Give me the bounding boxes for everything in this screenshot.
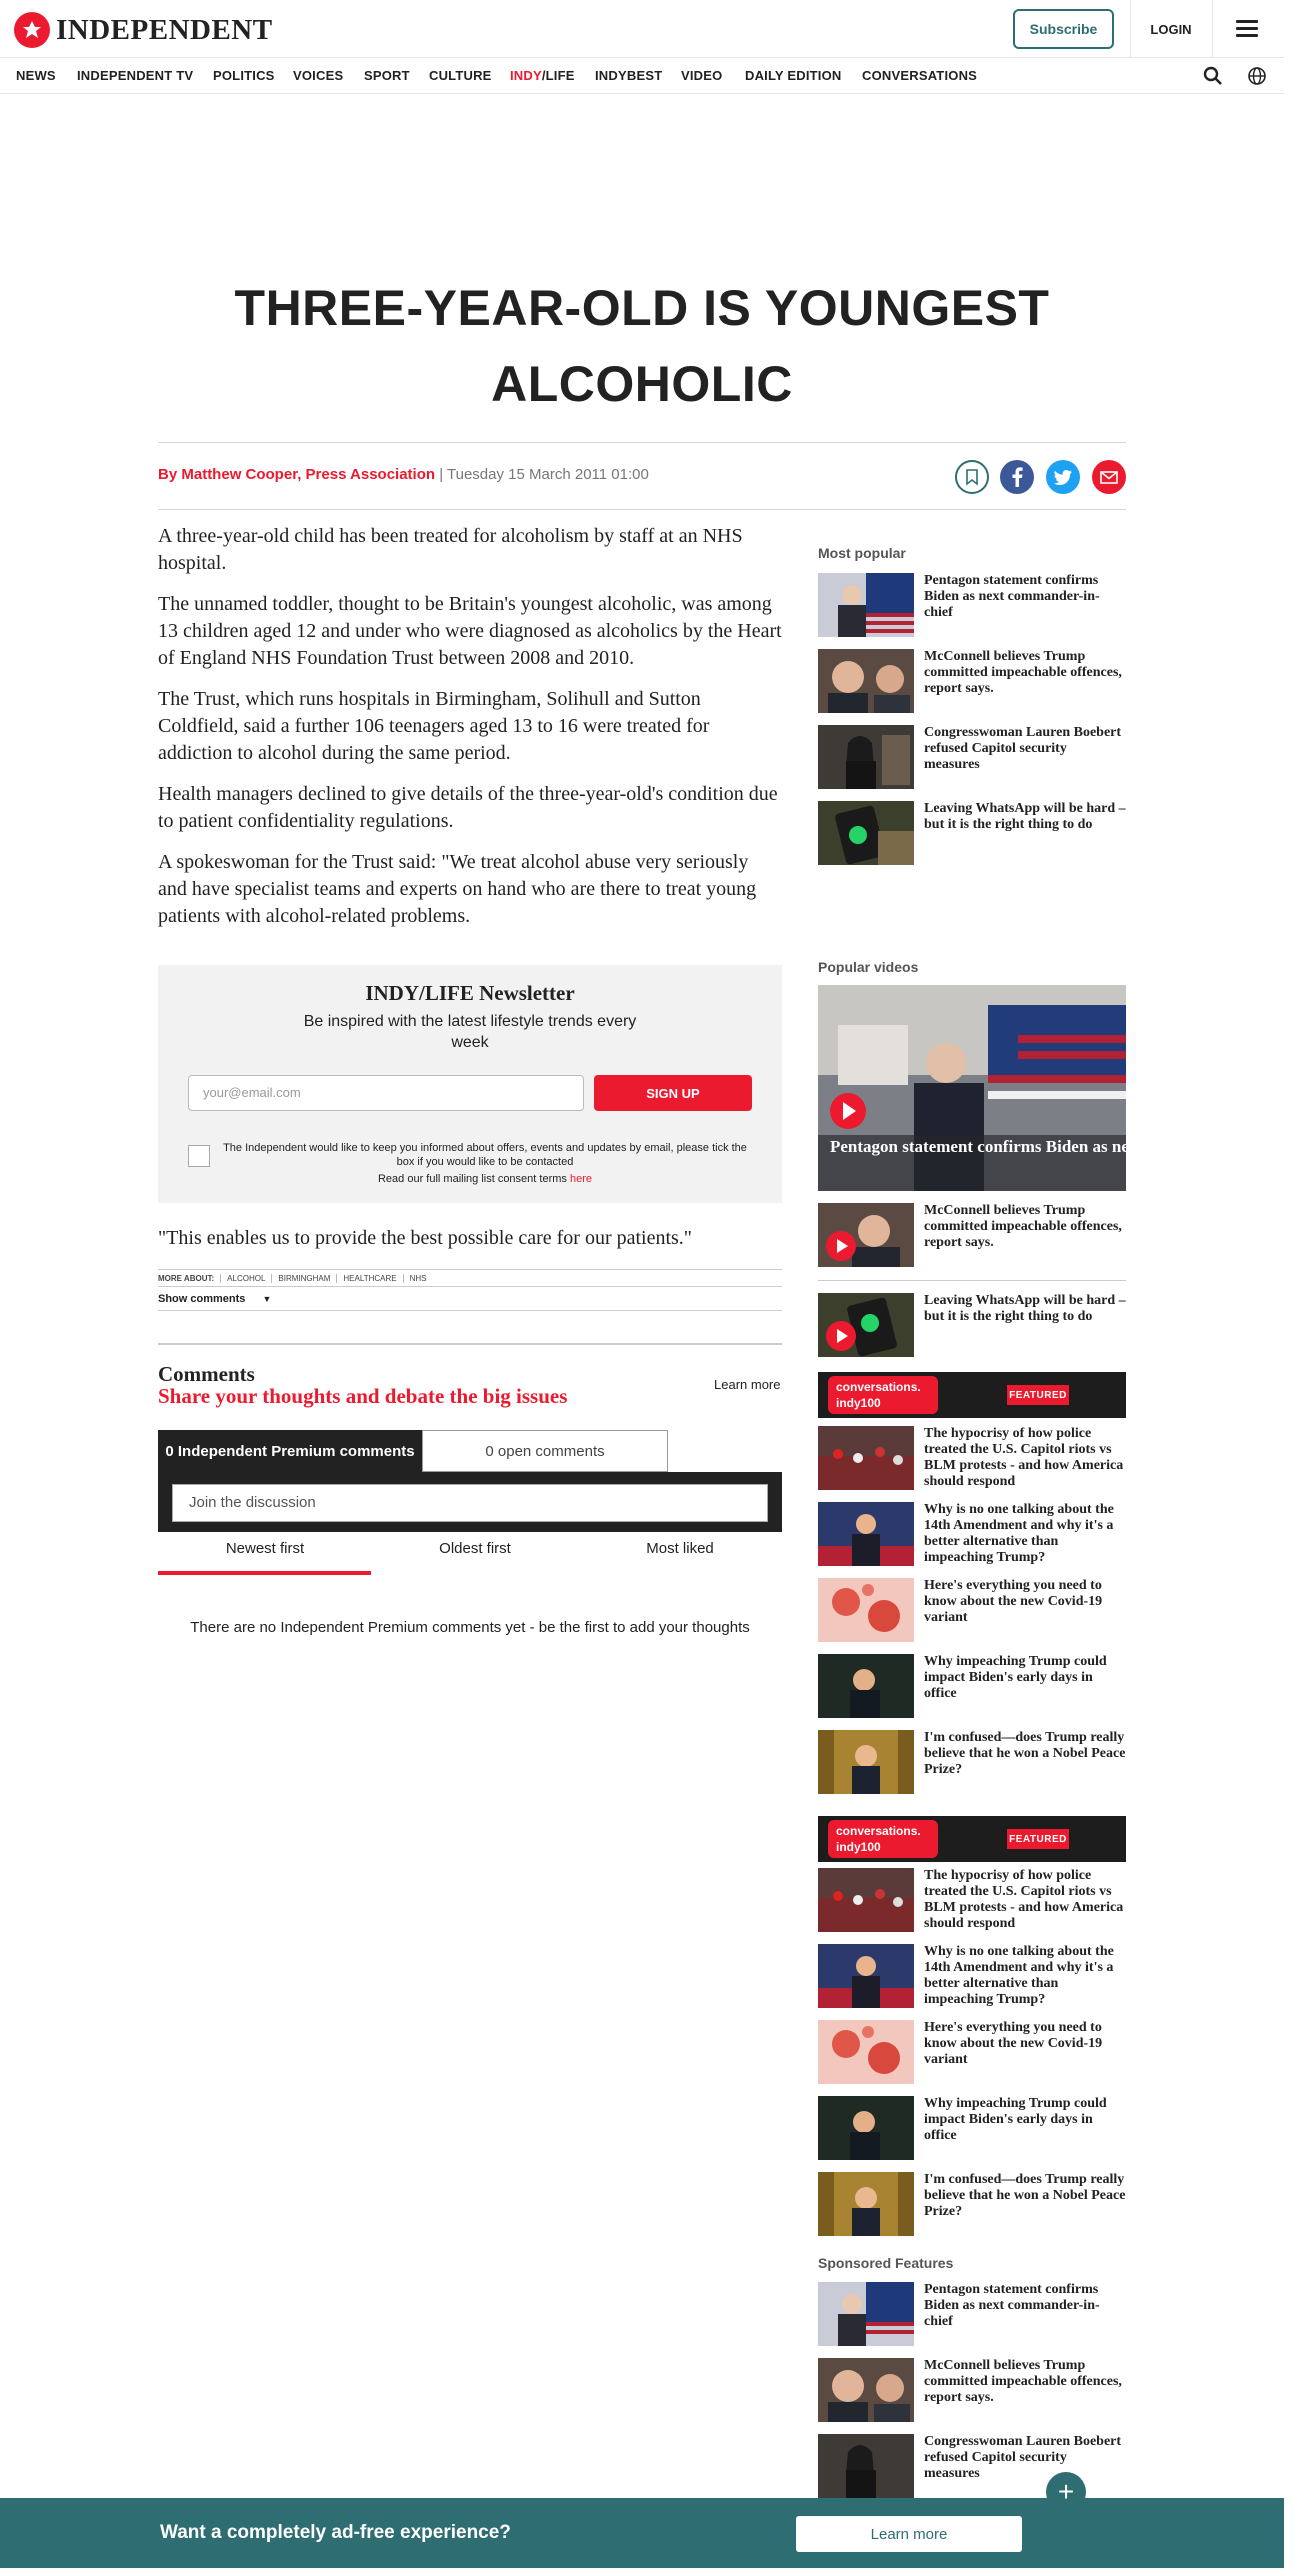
nav-item-indybest[interactable]: INDYBEST <box>595 68 663 83</box>
show-comments-toggle[interactable] <box>158 1289 782 1311</box>
thumbnail-image <box>818 2358 914 2422</box>
thumbnail-image <box>818 1944 914 2008</box>
login-link[interactable]: LOGIN <box>1150 21 1192 37</box>
thumbnail-image <box>818 2172 914 2236</box>
byline-row <box>158 442 1126 510</box>
article-paragraph: Health managers declined to give details of the three-year-old's condition due to patient confidentiality regulations. <box>158 783 778 832</box>
active-sort-indicator <box>158 1571 371 1575</box>
eagle-icon <box>14 12 50 48</box>
bookmark-icon[interactable] <box>955 460 989 494</box>
article-quote: "This enables us to provide the best possible care for our patients." <box>158 1227 692 1249</box>
header-divider <box>1212 0 1213 58</box>
list-item-title: Congresswoman Lauren Boebert refused Capitol security measures <box>924 725 1122 772</box>
list-item-title: I'm confused—does Trump really believe that he won a Nobel Peace Prize? <box>924 1730 1126 1777</box>
twitter-share-icon[interactable] <box>1046 460 1080 494</box>
tab-bar-filler <box>668 1430 782 1472</box>
tab-premium-comments[interactable]: 0 Independent Premium comments <box>165 1442 415 1460</box>
nav-item-independent-tv[interactable]: INDEPENDENT TV <box>77 68 194 83</box>
site-header <box>0 0 1284 58</box>
tab-open-comments[interactable]: 0 open comments <box>422 1430 668 1472</box>
most-popular-heading: Most popular <box>818 545 906 561</box>
list-item-title: The hypocrisy of how police treated the U.S. Capitol riots vs BLM protests - and how America should respond <box>924 1426 1124 1489</box>
ad-free-learn-more-button[interactable]: Learn more <box>796 2516 1022 2552</box>
newsletter-subtitle: Be inspired with the latest lifestyle trends every week <box>303 1013 637 1051</box>
thumbnail-image <box>818 2282 914 2346</box>
search-icon[interactable] <box>1203 66 1223 86</box>
tag-link[interactable]: HEALTHCARE <box>336 1274 402 1283</box>
play-icon[interactable] <box>826 1231 856 1261</box>
sort-oldest[interactable]: Oldest first <box>439 1540 511 1557</box>
sort-most-liked[interactable]: Most liked <box>646 1540 714 1557</box>
list-item[interactable] <box>818 2020 1126 2084</box>
nav-item-sport[interactable]: SPORT <box>364 68 410 83</box>
nav-indy-rest: /LIFE <box>541 68 575 83</box>
list-item[interactable] <box>818 1944 1126 2008</box>
divider <box>818 1280 1126 1281</box>
list-item-title: McConnell believes Trump committed impeachable offences, report says. <box>924 2358 1122 2405</box>
list-item[interactable] <box>818 649 1126 713</box>
nav-item-daily-edition[interactable]: DAILY EDITION <box>745 68 842 83</box>
newsletter-signup-button[interactable]: SIGN UP <box>594 1075 752 1111</box>
list-item[interactable] <box>818 2358 1126 2422</box>
thumbnail-image <box>818 1578 914 1642</box>
comments-panel <box>158 1430 782 1532</box>
nav-indy-red: INDY <box>510 68 542 83</box>
thumbnail-image <box>818 649 914 713</box>
list-item[interactable] <box>818 1502 1126 1566</box>
thumbnail-image <box>818 801 914 865</box>
list-item[interactable] <box>818 2172 1126 2236</box>
byline: By Matthew Cooper, Press Association | Tuesday 15 March 2011 01:00 <box>158 466 649 483</box>
comments-title: Comments <box>158 1362 255 1386</box>
list-item[interactable] <box>818 1654 1126 1718</box>
newsletter-title: INDY/LIFE Newsletter <box>365 981 575 1005</box>
play-icon[interactable] <box>830 1093 866 1129</box>
thumbnail-image <box>818 1730 914 1794</box>
tag-link[interactable]: BIRMINGHAM <box>271 1274 336 1283</box>
list-item-title: Why is no one talking about the 14th Amendment and why it's a better alternative than impeaching Trump? <box>924 1944 1114 2007</box>
conversations-logo: conversations. indy100 <box>828 1376 938 1414</box>
byline-prefix: By <box>158 466 178 483</box>
list-item[interactable] <box>818 2096 1126 2160</box>
featured-badge: FEATURED <box>1007 1385 1069 1405</box>
article-headline: THREE-YEAR-OLD IS YOUNGEST ALCOHOLIC <box>234 280 1050 412</box>
thumbnail-image <box>818 573 914 637</box>
conversations-banner[interactable] <box>818 1816 1126 1862</box>
thumbnail-image <box>818 2434 914 2498</box>
list-item-title: Leaving WhatsApp will be hard – but it is the right thing to do <box>924 1293 1126 1324</box>
play-icon[interactable] <box>826 1321 856 1351</box>
list-item[interactable] <box>818 573 1126 637</box>
email-share-icon[interactable] <box>1092 460 1126 494</box>
section-divider <box>158 1343 782 1345</box>
article-paragraph: A spokeswoman for the Trust said: "We treat alcohol abuse very seriously and have specialist teams and experts on hand who are there to treat young patients with alcohol-related problems. <box>158 851 757 927</box>
nav-item-conversations[interactable]: CONVERSATIONS <box>862 68 978 83</box>
newsletter-email-input[interactable]: your@email.com <box>188 1075 584 1111</box>
nav-item-politics[interactable]: POLITICS <box>213 68 275 83</box>
list-item[interactable] <box>818 1578 1126 1642</box>
facebook-share-icon[interactable] <box>1000 460 1034 494</box>
no-comments-message: There are no Independent Premium comments yet - be the first to add your thoughts <box>190 1619 750 1636</box>
list-item[interactable] <box>818 1426 1126 1490</box>
list-item-title: I'm confused—does Trump really believe that he won a Nobel Peace Prize? <box>924 2172 1126 2219</box>
list-item[interactable] <box>818 1730 1126 1794</box>
publish-date: Tuesday 15 March 2011 01:00 <box>447 466 649 483</box>
thumbnail-image <box>818 725 914 789</box>
nav-item-video[interactable]: VIDEO <box>681 68 723 83</box>
list-item-title: The hypocrisy of how police treated the U.S. Capitol riots vs BLM protests - and how America should respond <box>924 1868 1124 1931</box>
globe-icon[interactable] <box>1247 66 1267 86</box>
more-about-label: MORE ABOUT: <box>158 1273 215 1283</box>
nav-item-culture[interactable]: CULTURE <box>429 68 492 83</box>
list-item-title: Why impeaching Trump could impact Biden's early days in office <box>924 2096 1107 2143</box>
article-paragraph: A three-year-old child has been treated for alcoholism by staff at an NHS hospital. <box>158 525 743 574</box>
featured-badge: FEATURED <box>1007 1829 1069 1849</box>
hamburger-menu-icon[interactable] <box>1236 20 1258 38</box>
conversations-banner[interactable] <box>818 1372 1126 1418</box>
newsletter-consent-text: The Independent would like to keep you informed about offers, events and updates by email, please tick the box if you would like to be contacted <box>223 1142 747 1168</box>
agency-link[interactable]: Press Association <box>305 466 436 483</box>
list-item[interactable] <box>818 725 1126 789</box>
newsletter-signup <box>158 965 782 1203</box>
list-item-title: Here's everything you need to know about the new Covid-19 variant <box>924 2020 1103 2067</box>
list-item[interactable] <box>818 2282 1126 2346</box>
list-item-title: McConnell believes Trump committed impeachable offences, report says. <box>924 649 1122 696</box>
thumbnail-image <box>818 2020 914 2084</box>
site-logo[interactable] <box>14 12 273 48</box>
plus-icon[interactable]: + <box>1046 2472 1086 2512</box>
ad-free-text: Want a completely ad-free experience? <box>160 2522 511 2543</box>
list-item[interactable] <box>818 1868 1126 1932</box>
popular-videos-heading: Popular videos <box>818 959 919 975</box>
caret-down-icon: ▼ <box>262 1294 272 1304</box>
list-item[interactable] <box>818 801 1126 865</box>
comments-subtitle: Share your thoughts and debate the big issues <box>158 1384 568 1408</box>
video-list-item[interactable] <box>818 1203 1126 1267</box>
video-list-item[interactable] <box>818 1293 1126 1357</box>
newsletter-consent-checkbox[interactable] <box>188 1145 210 1167</box>
tag-link[interactable]: ALCOHOL <box>220 1274 271 1283</box>
main-nav <box>0 58 1284 94</box>
more-about-tags <box>158 1269 782 1287</box>
sponsored-heading: Sponsored Features <box>818 2255 954 2271</box>
list-item-title: Pentagon statement confirms Biden as next commander-in-chief <box>924 573 1100 620</box>
article-paragraph: The unnamed toddler, thought to be Britain's youngest alcoholic, was among 13 children aged 12 and under who were diagnosed as alcoholics by the Heart of England NHS Foundation Trust between 2008 and 2010. <box>158 593 782 669</box>
show-comments-label: Show comments <box>158 1293 246 1305</box>
list-item-title: McConnell believes Trump committed impeachable offences, report says. <box>924 1203 1122 1250</box>
thumbnail-image <box>818 1502 914 1566</box>
sort-newest[interactable]: Newest first <box>225 1540 305 1557</box>
video-thumbnail-image <box>818 985 1126 1191</box>
featured-video[interactable] <box>818 985 1294 1191</box>
article-body <box>158 523 782 944</box>
list-item-title: Why is no one talking about the 14th Amendment and why it's a better alternative than impeaching Trump? <box>924 1502 1114 1565</box>
tag-link[interactable]: NHS <box>403 1274 433 1283</box>
comments-learn-more-link[interactable]: Learn more <box>714 1377 781 1392</box>
subscribe-button[interactable]: Subscribe <box>1013 9 1114 49</box>
ad-free-banner <box>0 2498 1284 2568</box>
nav-item-voices[interactable]: VOICES <box>293 68 344 83</box>
comment-input[interactable]: Join the discussion <box>172 1484 768 1522</box>
nav-item-indy-life[interactable] <box>510 68 575 83</box>
thumbnail-image <box>818 1868 914 1932</box>
list-item-title: Why impeaching Trump could impact Biden's early days in office <box>924 1654 1107 1701</box>
nav-item-news[interactable]: NEWS <box>16 68 56 83</box>
list-item-title: Here's everything you need to know about the new Covid-19 variant <box>924 1578 1103 1625</box>
conversations-logo: conversations. indy100 <box>828 1820 938 1858</box>
article-paragraph: The Trust, which runs hospitals in Birmingham, Solihull and Sutton Coldfield, said a further 106 teenagers aged 13 to 16 were treated for addiction to alcohol during the same period. <box>158 688 710 764</box>
thumbnail-image <box>818 2096 914 2160</box>
logo-text: INDEPENDENT <box>56 13 273 46</box>
list-item-title: Leaving WhatsApp will be hard – but it is the right thing to do <box>924 801 1126 832</box>
thumbnail-image <box>818 1654 914 1718</box>
list-item-title: Congresswoman Lauren Boebert refused Capitol security measures <box>924 2434 1122 2481</box>
list-item-title: Pentagon statement confirms Biden as next commander-in-chief <box>924 2282 1100 2329</box>
newsletter-terms <box>220 1173 750 1185</box>
terms-prefix: Read our full mailing list consent terms <box>377 1173 567 1185</box>
author-link[interactable]: Matthew Cooper <box>181 466 298 483</box>
thumbnail-image <box>818 1426 914 1490</box>
terms-link[interactable]: here <box>569 1173 592 1185</box>
featured-video-caption: Pentagon statement confirms Biden as next commander-in-chief <box>830 1137 1294 1156</box>
